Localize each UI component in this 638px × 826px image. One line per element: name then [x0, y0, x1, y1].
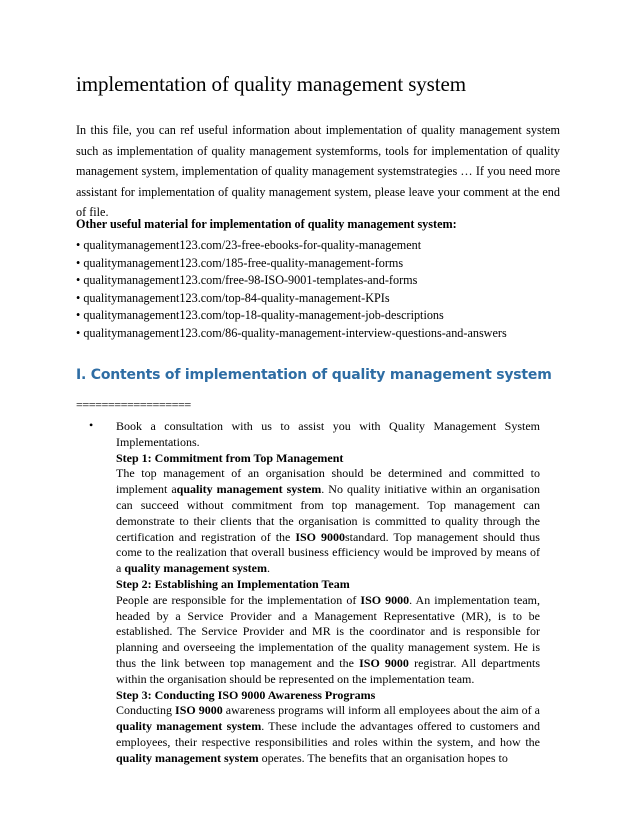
step3-paragraph — [116, 703, 540, 766]
step1-bold-3: quality management system — [124, 561, 267, 576]
step3-title: Step 3: Conducting ISO 9000 Awareness Programs — [116, 687, 376, 702]
step1-bold-1: quality management system — [176, 482, 322, 497]
step3-text-3: . These include the advantages offered to customers and employees, their respective responsibilities and roles within the system, and how the — [116, 719, 540, 749]
step2-text-1: People are responsible for the implementation of — [116, 592, 361, 607]
intro-paragraph: In this file, you can ref useful information about implementation of quality management system such as implementation of quality management systemforms, tools for implementation of quality management system, implementation of quality management systemstrategies … If you need more assistant for implementation of quality management system, please leave your comment at the end of file. — [76, 123, 560, 219]
separator-line: ================== — [76, 398, 191, 412]
step2-text-3: registrar. All departments within the organisation should be represented on the implementation team. — [116, 655, 540, 686]
step3-bold-2: quality management system — [116, 719, 262, 734]
list-item[interactable]: • qualitymanagement123.com/free-98-ISO-9001-templates-and-forms — [76, 273, 418, 288]
step3-bold-3: quality management system — [116, 750, 259, 765]
list-item[interactable]: • qualitymanagement123.com/23-free-ebooks-for-quality-management — [76, 238, 422, 252]
step1-paragraph — [116, 466, 540, 577]
step1-text-1: The top management of an organisation should be determined and committed to implement a — [116, 466, 540, 497]
consultation-text: Book a consultation with us to assist you with Quality Management System Implementations. — [116, 419, 540, 449]
list-item[interactable]: • qualitymanagement123.com/185-free-quality-management-forms — [76, 255, 404, 270]
step3-text-1: Conducting — [116, 703, 176, 718]
step2-bold-2: ISO 9000 — [359, 655, 409, 670]
step3-text-2: awareness programs will inform all employees about the aim of a — [222, 703, 540, 718]
step2-title: Step 2: Establishing an Implementation Team — [116, 576, 350, 591]
steps-content — [116, 419, 540, 767]
step3-text-4: operates. The benefits that an organisation hopes to — [258, 750, 508, 765]
step3-bold-1: ISO 9000 — [175, 703, 223, 718]
step1-text-3: standard. Top management should thus come to the realization that overall business efficiency would be improved by means of a — [116, 529, 540, 576]
list-item[interactable]: • qualitymanagement123.com/86-quality-management-interview-questions-and-answers — [76, 325, 507, 340]
list-item[interactable]: • qualitymanagement123.com/top-18-quality-management-job-descriptions — [76, 308, 444, 323]
other-material-heading: Other useful material for implementation of quality management system: — [76, 217, 457, 231]
step1-title: Step 1: Commitment from Top Management — [116, 450, 344, 465]
step1-text-2: . No quality initiative within an organisation can succeed without commitment from top management. Top management can demonstrate to their clients that the organisation is committed to quality through the certification and registration of the — [116, 482, 540, 544]
step2-text-2: . An implementation team, headed by a Service Provider and a Management Representative (MR), is to be established. The Service Provider and MR is the coordinator and is responsible for planning and overseeing the implementation of the quality management system. He is thus the link between top management and the — [116, 592, 540, 670]
step1-bold-2: ISO 9000 — [295, 529, 345, 544]
page-title: implementation of quality management system — [76, 72, 466, 96]
bullet-icon: • — [89, 418, 94, 432]
useful-links-list — [76, 237, 507, 343]
step2-paragraph — [116, 593, 540, 688]
step2-bold-1: ISO 9000 — [360, 592, 410, 607]
section-heading: I. Contents of implementation of quality management system — [76, 367, 552, 383]
list-item[interactable]: • qualitymanagement123.com/top-84-quality-management-KPIs — [76, 290, 390, 305]
step1-text-4: . — [267, 561, 270, 576]
